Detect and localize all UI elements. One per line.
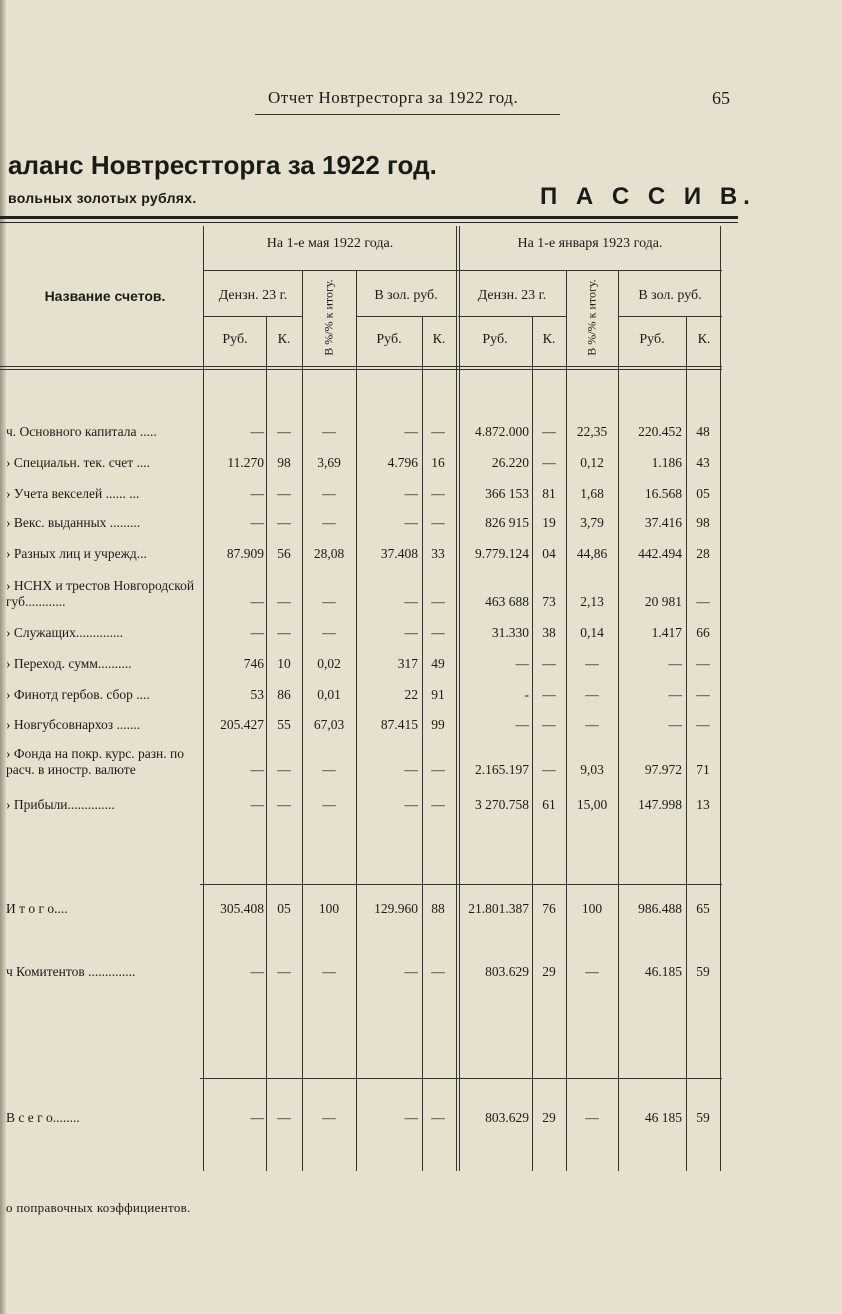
table-cell: — [277,424,291,439]
table-row [0,544,738,564]
table-cell: 10 [277,656,291,671]
table-cell: — [431,486,445,501]
account-name: ч Комитентов .............. [6,964,136,979]
table-cell: — [322,1110,336,1125]
table-row [0,715,738,735]
table-cell: 463 688 [485,594,529,609]
table-cell: — [277,594,291,609]
account-name: › Векс. выданных ......... [6,515,141,530]
table-cell: — [404,964,418,979]
table-cell: 37.416 [644,515,682,530]
table-cell: — [515,656,529,671]
table-cell: 0,12 [580,455,604,470]
table-cell: 19 [542,515,556,530]
grid-line [204,270,722,271]
table-cell: 87.415 [380,717,418,732]
table-cell: 49 [431,656,445,671]
table-cell: 305.408 [220,901,264,916]
p1-gold-rub-header: Руб. [376,332,402,347]
table-cell: — [322,594,336,609]
table-cell: 16 [431,455,445,470]
table-cell: — [431,1110,445,1125]
account-name: › Учета векселей ...... ... [6,486,140,501]
table-cell: 56 [277,546,291,561]
table-cell: — [696,656,710,671]
table-cell: 28,08 [313,546,345,561]
table-cell: 37.408 [380,546,418,561]
account-name: › Новгубсовнархоз ....... [6,717,141,732]
table-cell: — [322,486,336,501]
table-cell: — [542,424,556,439]
account-name: › Служащих.............. [6,625,124,640]
table-cell: — [404,1110,418,1125]
account-name: › Специальн. тек. счет .... [6,455,150,470]
table-cell: — [542,762,556,777]
table-cell: 100 [581,901,603,916]
table-cell: 71 [696,762,710,777]
table-cell: 31.330 [491,625,529,640]
table-cell: 59 [696,1110,710,1125]
period2-pct-header: В %/% к итогу. [584,279,599,356]
table-row [0,962,738,982]
grid-line [204,316,302,317]
p2-gold-kop-header: К. [697,332,711,347]
table-cell: 98 [696,515,710,530]
table-row [0,899,738,919]
table-cell: 442.494 [638,546,682,561]
top-rule-thin [0,222,738,223]
period2-header: На 1-е января 1923 года. [517,236,663,251]
table-cell: 2,13 [580,594,604,609]
table-cell: 55 [277,717,291,732]
table-cell: 986.488 [638,901,682,916]
account-name: › Финотд гербов. сбор .... [6,687,150,702]
table-cell: — [431,797,445,812]
table-cell: — [404,424,418,439]
table-cell: 46 185 [644,1110,682,1125]
p1-gold-kop-header: К. [432,332,446,347]
table-cell: 205.427 [220,717,264,732]
table-cell: 220.452 [638,424,682,439]
table-cell: 100 [318,901,340,916]
table-cell: - [524,687,529,702]
table-cell: 59 [696,964,710,979]
table-cell: — [404,486,418,501]
grid-line [422,316,423,1171]
table-cell: 61 [542,797,556,812]
table-cell: 317 [397,656,418,671]
table-cell: — [322,762,336,777]
table-cell: — [585,1110,599,1125]
period1-pct-header: В %/% к итогу. [321,279,336,356]
table-row [0,513,738,533]
table-cell: — [250,486,264,501]
table-cell: — [250,762,264,777]
table-cell: — [585,717,599,732]
table-cell: — [696,717,710,732]
table-cell: 88 [431,901,445,916]
table-cell: 28 [696,546,710,561]
table-cell: — [404,797,418,812]
header-rule [255,114,560,115]
table-row [0,623,738,643]
table-cell: 87.909 [226,546,264,561]
table-cell: 11.270 [227,455,264,470]
table-cell: — [585,656,599,671]
header-bottom-rule [0,366,722,367]
grid-line [266,316,267,1171]
table-cell: 22 [404,687,418,702]
table-cell: 20 981 [644,594,682,609]
table-cell: — [431,424,445,439]
running-title: Отчет Новтресторга за 1922 год. [268,88,519,107]
table-cell: — [250,964,264,979]
account-name: › Разных лиц и учрежд... [6,546,147,561]
table-cell: 43 [696,455,710,470]
table-cell: 3,79 [580,515,604,530]
table-cell: 04 [542,546,556,561]
table-cell: 13 [696,797,710,812]
table-row [0,746,738,780]
table-cell: 48 [696,424,710,439]
table-row [0,422,738,442]
table-row [0,453,738,473]
table-cell: 746 [243,656,264,671]
table-cell: 98 [277,455,291,470]
table-cell: 44,86 [576,546,608,561]
table-cell: 9.779.124 [475,546,529,561]
table-cell: 9,03 [580,762,604,777]
table-cell: — [585,964,599,979]
table-cell: 91 [431,687,445,702]
table-cell: 16.568 [644,486,682,501]
table-cell: 0,02 [317,656,341,671]
table-cell: — [431,762,445,777]
page-number: 65 [712,88,730,108]
table-cell: — [277,486,291,501]
section-title: П А С С И В. [540,183,756,210]
table-cell: 0,14 [580,625,604,640]
table-cell: — [277,762,291,777]
table-cell: — [250,797,264,812]
table-cell: — [277,1110,291,1125]
table-cell: 05 [696,486,710,501]
period1-denzn-header: Дензн. 23 г. [218,288,288,303]
account-name: › Переход. сумм.......... [6,656,132,671]
p1-kop-header: К. [277,332,291,347]
table-cell: — [542,656,556,671]
table-row [0,654,738,674]
table-cell: 29 [542,964,556,979]
account-name: В с е г о........ [6,1110,80,1125]
table-cell: — [542,455,556,470]
table-cell: — [277,797,291,812]
grid-line [532,316,533,1171]
page-title: аланс Новтрестторга за 1922 год. [8,150,437,180]
grid-line [618,316,722,317]
grid-line [686,316,687,1171]
period1-header: На 1-е мая 1922 года. [266,236,394,251]
table-cell: — [696,594,710,609]
table-cell: 65 [696,901,710,916]
page-subtitle: вольных золотых рублях. [8,190,197,206]
table-cell: 4.796 [387,455,418,470]
table-cell: 67,03 [313,717,345,732]
table-cell: 803.629 [485,964,529,979]
table-cell: 26.220 [491,455,529,470]
table-cell: — [322,625,336,640]
period2-denzn-header: Дензн. 23 г. [477,288,547,303]
table-cell: — [277,964,291,979]
table-cell: 4.872.000 [475,424,529,439]
grid-line [356,316,456,317]
table-row [0,1108,738,1128]
period2-gold-header: В зол. руб. [638,288,702,303]
table-cell: 803.629 [485,1110,529,1125]
table-cell: — [322,515,336,530]
table-cell: — [542,687,556,702]
table-cell: 147.998 [638,797,682,812]
table-cell: — [322,424,336,439]
table-cell: 826 915 [485,515,529,530]
table-cell: — [404,594,418,609]
total-rule [200,884,722,885]
account-name: › НСНХ и трестов Новгородской губ............ [6,578,195,609]
table-cell: — [542,717,556,732]
table-cell: — [404,625,418,640]
table-cell: 38 [542,625,556,640]
col-name-header: Название счетов. [44,288,166,304]
table-row [0,484,738,504]
p2-kop-header: К. [542,332,556,347]
table-cell: — [277,515,291,530]
table-cell: — [668,687,682,702]
account-name: › Фонда на покр. курс. разн. по расч. в иностр. валюте [6,746,185,777]
table-cell: 86 [277,687,291,702]
table-cell: 366 153 [485,486,529,501]
table-cell: 129.960 [374,901,418,916]
top-rule-thick [0,216,738,219]
table-cell: — [431,594,445,609]
table-cell: — [322,964,336,979]
table-cell: — [668,656,682,671]
table-cell: — [322,797,336,812]
table-cell: — [404,762,418,777]
table-cell: — [277,625,291,640]
p2-rub-header: Руб. [482,332,508,347]
table-row [0,795,738,815]
grand-total-rule [200,1078,722,1079]
table-cell: 33 [431,546,445,561]
table-cell: 1,68 [580,486,604,501]
table-cell: 22,35 [576,424,608,439]
table-cell: 46.185 [644,964,682,979]
table-cell: — [431,964,445,979]
table-cell: — [585,687,599,702]
table-cell: 76 [542,901,556,916]
table-cell: 53 [250,687,264,702]
table-cell: 15,00 [576,797,608,812]
grid-line [458,316,566,317]
table-cell: 97.972 [644,762,682,777]
account-name: › Прибыли.............. [6,797,115,812]
table-cell: 81 [542,486,556,501]
account-name: ч. Основного капитала ..... [6,424,157,439]
footnote: о поправочных коэффициентов. [6,1200,191,1215]
table-cell: — [431,515,445,530]
period1-gold-header: В зол. руб. [374,288,438,303]
table-cell: — [431,625,445,640]
header-bottom-rule [0,369,722,370]
table-cell: 66 [696,625,710,640]
table-cell: 29 [542,1110,556,1125]
table-cell: — [250,594,264,609]
table-cell: 99 [431,717,445,732]
table-cell: — [404,515,418,530]
table-cell: 0,01 [317,687,341,702]
account-name: И т о г о.... [6,901,68,916]
table-cell: — [250,1110,264,1125]
table-cell: — [515,717,529,732]
table-cell: 2.165.197 [475,762,529,777]
table-cell: — [696,687,710,702]
p2-gold-rub-header: Руб. [639,332,665,347]
table-cell: 1.186 [651,455,682,470]
table-cell: — [250,625,264,640]
table-cell: — [250,515,264,530]
table-cell: — [250,424,264,439]
table-row [0,685,738,705]
table-cell: 1.417 [651,625,682,640]
table-cell: 05 [277,901,291,916]
table-cell: 3,69 [317,455,341,470]
table-row [0,578,738,612]
table-cell: 3 270.758 [475,797,529,812]
table-cell: 73 [542,594,556,609]
table-cell: 21.801.387 [468,901,529,916]
table-cell: — [668,717,682,732]
p1-rub-header: Руб. [222,332,248,347]
